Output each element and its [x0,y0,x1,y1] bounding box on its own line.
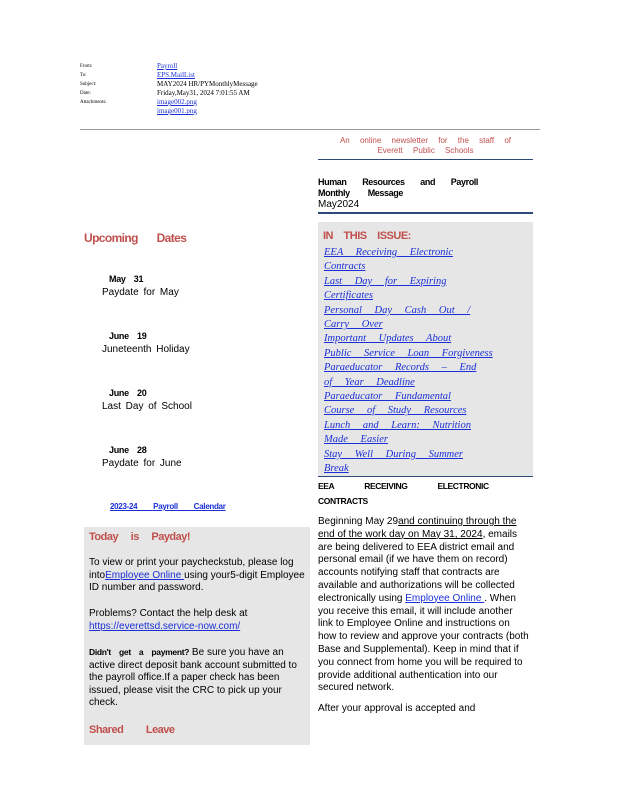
date-item-3 [102,388,192,412]
subject-value: MAY2024 HR/PYMonthlyMessage [157,80,258,88]
date-item-event: Paydate for June [102,458,182,469]
from-link[interactable]: Payroll [157,62,178,70]
issue-link[interactable]: Break [324,463,349,475]
in-this-issue-title: IN THIS ISSUE: [323,230,411,242]
newsletter-title [318,177,533,214]
issue-link[interactable]: Stay Well During Summer [324,448,463,460]
date-item-date: May 31 [109,274,144,284]
header-divider [80,129,540,130]
email-header [80,62,258,116]
issue-link[interactable]: Personal Day Cash Out / [324,304,471,316]
date-row [80,89,258,98]
subject-label: Subject: [80,82,97,87]
to-row [80,71,258,80]
banner-line-1: An online newsletter for the staff of [339,136,512,145]
payday-paragraph-3: Didn't get a payment? Be sure you have an active direct deposit bank account submitted to the payroll office.If a paper check has been issued, please visit the CRC to pick up your check. [89,647,297,708]
date-item-date: June 19 [109,331,147,341]
article-paragraph-1: Beginning May 29and continuing through the end of the work day on May 31, 2024, emails are being delivered to EEA district email and personal email (if we have them on record) accounts notifying staff that contracts are available and authorizations will be collected electronically using Employee Online . When you receive this email, it will include another link to Employee Online and instructions on how to review and approve your contracts (both Base and Supplemental). Keep in mind that if you connect from home you will be required to provide additional authentication into our secured network. [318,516,529,694]
issue-link[interactable]: Course of Study Resources [324,405,467,417]
help-desk-link[interactable]: https://everettsd.service-now.com/ [89,620,241,632]
date-value: Friday,May31, 2024 7:01:55 AM [157,89,250,97]
from-label: From: [80,64,93,69]
date-item-event: Last Day of School [102,401,192,412]
attachments-row [80,98,258,107]
payday-paragraph-1: To view or print your paycheckstub, please log intoEmployee Online using your5-digit Employee ID number and password. [89,557,305,593]
title-issue-month: May2024 [318,199,360,210]
payday-box [84,527,310,745]
to-link[interactable]: EPS.MailList [157,71,195,79]
attachments-label: Attachments: [80,100,107,105]
issue-link[interactable]: Carry Over [324,319,383,331]
article-heading: EEA RECEIVING ELECTRONIC CONTRACTS [318,481,489,506]
issue-link[interactable]: EEA Receiving Electronic [324,247,454,258]
to-label: To: [80,73,87,78]
issue-link[interactable]: Made Easier [324,434,388,446]
issue-link[interactable]: Public Service Loan Forgiveness [324,347,493,359]
date-item-4 [102,445,182,469]
issue-link[interactable]: Paraeducator Fundamental [324,391,451,403]
employee-online-link[interactable]: Employee Online [105,569,185,581]
subject-row [80,80,258,89]
attachment-link-1[interactable]: image002.png [157,98,197,106]
date-item-date: June 20 [109,388,147,398]
issue-list [324,246,524,477]
date-label: Date: [80,91,91,96]
issue-link[interactable]: Important Updates About [324,333,452,345]
article-body [318,516,530,724]
date-item-2 [102,331,190,355]
title-word-human: Human [318,177,347,187]
article-paragraph-2: After your approval is accepted and [318,703,476,715]
attachment-link-2[interactable]: image001.png [157,107,197,115]
issue-link[interactable]: Certificates [324,290,373,302]
attachments-row-2 [80,107,258,116]
date-item-1 [102,274,179,298]
date-item-event: Juneteenth Holiday [102,344,190,355]
issue-link[interactable]: Contracts [324,261,366,273]
newsletter-banner [318,136,533,160]
upcoming-dates-heading: Upcoming Dates [84,231,187,245]
title-word-message: Message [367,188,403,198]
title-word-payroll: Payroll [450,177,478,187]
title-line-2 [318,188,533,199]
date-item-event: Paydate for May [102,287,179,298]
banner-line-2: Everett Public Schools [377,146,474,155]
issue-link[interactable]: Lunch and Learn: Nutrition [324,419,471,431]
from-row [80,62,258,71]
title-word-monthly: Monthly [318,188,350,198]
title-word-and: and [420,177,436,187]
issue-link[interactable]: of Year Deadline [324,376,415,388]
title-word-resources: Resources [362,177,405,187]
payday-paragraph-2: Problems? Contact the help desk at https://everettsd.service-now.com/ [89,608,248,632]
payday-title: Today is Payday! [89,531,191,543]
payroll-calendar-link[interactable]: 2023-24 Payroll Calendar [110,502,226,511]
shared-leave-heading: Shared Leave [89,724,175,736]
in-this-issue-box [318,222,533,477]
issue-link[interactable]: Paraeducator Records – End [324,362,477,374]
date-item-date: June 28 [109,445,147,455]
issue-link[interactable]: Last Day for Expiring [324,275,447,287]
employee-online-link-article[interactable]: Employee Online [405,592,485,604]
title-line-1 [318,177,478,188]
